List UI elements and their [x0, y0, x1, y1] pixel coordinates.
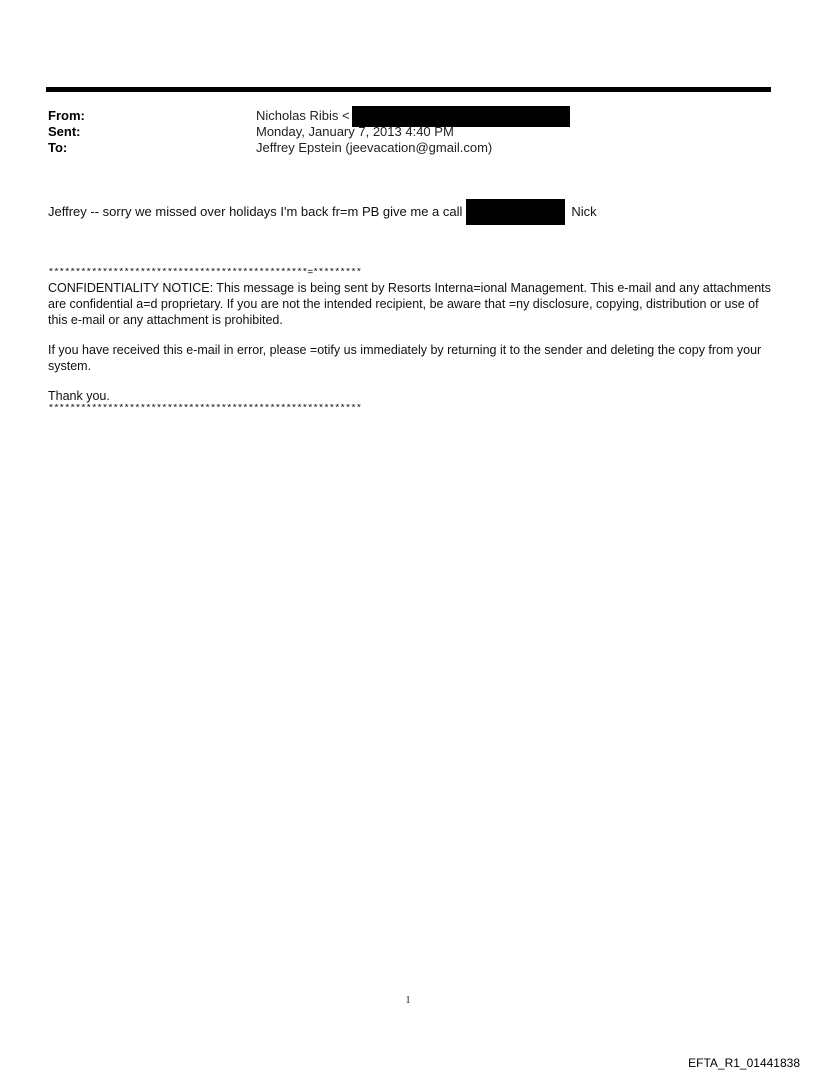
email-body [48, 199, 597, 225]
sent-row [48, 124, 768, 140]
body-signoff: Nick [571, 204, 597, 219]
from-row [48, 108, 768, 124]
notice-top-border: ************************************************=********* [48, 268, 362, 279]
sent-value: Monday, January 7, 2013 4:40 PM [256, 124, 454, 139]
page-number: 1 [405, 995, 411, 1006]
confidentiality-notice [48, 268, 773, 416]
confidentiality-text: CONFIDENTIALITY NOTICE: This message is being sent by Resorts Interna=ional Management. This e-mail and any attachments are confidential a=d proprietary. If you are not the intended recipient, be aware that =ny disclosure, copying, distribution or use of this e-mail or any attachment is prohibited. [48, 281, 771, 327]
to-value: Jeffrey Epstein (jeevacation@gmail.com) [256, 140, 493, 155]
error-notice-text: If you have received this e-mail in error, please =otify us immediately by returning it to the sender and deleting the copy from your system. [48, 343, 762, 373]
document-id: EFTA_R1_01441838 [688, 1056, 800, 1070]
redaction-block [466, 199, 565, 225]
to-row [48, 140, 768, 156]
from-label: From: [48, 108, 85, 123]
sent-label: Sent: [48, 124, 81, 139]
to-label: To: [48, 140, 68, 155]
from-sender: Nicholas Ribis < [256, 108, 350, 123]
header-divider [46, 87, 771, 92]
body-message: Jeffrey -- sorry we missed over holidays I'm back fr=m PB give me a call [48, 204, 463, 219]
thanks-text: Thank you. [48, 389, 110, 403]
email-header [48, 108, 768, 156]
notice-bottom-border: ********************************************************** [48, 404, 362, 415]
